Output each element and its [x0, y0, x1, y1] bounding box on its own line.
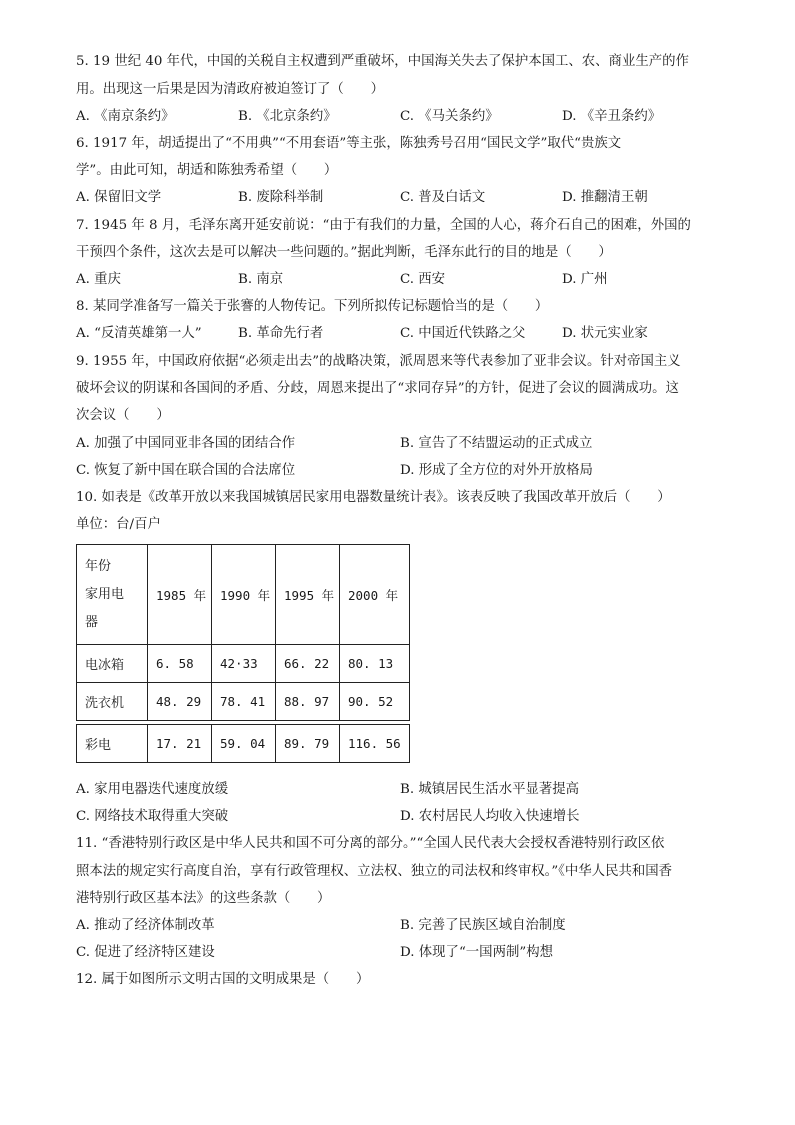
row-label-fridge: 电冰箱: [77, 645, 148, 683]
appliance-table: [76, 544, 410, 763]
header-year-1990: 1990 年: [212, 545, 276, 645]
q12-stem-line1: 12. 属于如图所示文明古国的文明成果是（ ）: [76, 972, 370, 987]
row-label-tv: 彩电: [77, 725, 148, 763]
q10-stem-line1: 10. 如表是《改革开放以来我国城镇居民家用电器数量统计表》。该表反映了我国改革开放后（ ）: [76, 490, 671, 505]
q6-option-c: C. 普及白话文: [400, 190, 486, 205]
q7-option-c: C. 西安: [400, 272, 446, 287]
table-row: [77, 725, 410, 763]
table-cell: 116. 56: [340, 725, 410, 763]
table-row: [77, 645, 410, 683]
table-cell: 78. 41: [212, 683, 276, 721]
q8-option-d: D. 状元实业家: [562, 326, 648, 341]
q5-option-a: A. 《南京条约》: [76, 109, 175, 124]
table-cell: 42·33: [212, 645, 276, 683]
table-cell: 59. 04: [212, 725, 276, 763]
row-label-washer: 洗衣机: [77, 683, 148, 721]
table-cell: 66. 22: [276, 645, 340, 683]
q8-option-b: B. 革命先行者: [238, 326, 324, 341]
table-cell: 17. 21: [148, 725, 212, 763]
table-cell: 89. 79: [276, 725, 340, 763]
q9-option-a: A. 加强了中国同亚非各国的团结合作: [76, 436, 296, 451]
q11-stem-line2: 照本法的规定实行高度自治，享有行政管理权、立法权、独立的司法权和终审权。”《中华人民共和国香: [76, 864, 673, 879]
table-cell: 88. 97: [276, 683, 340, 721]
q6-option-d: D. 推翻清王朝: [562, 190, 648, 205]
table-header-row: [77, 545, 410, 645]
q11-option-b: B. 完善了民族区域自治制度: [400, 918, 566, 933]
q9-option-b: B. 宣告了不结盟运动的正式成立: [400, 436, 593, 451]
q9-option-d: D. 形成了全方位的对外开放格局: [400, 463, 593, 478]
q6-option-b: B. 废除科举制: [238, 190, 324, 205]
q10-option-a: A. 家用电器迭代速度放缓: [76, 782, 229, 797]
q11-option-d: D. 体现了“一国两制”构想: [400, 945, 553, 960]
q8-stem-line1: 8. 某同学准备写一篇关于张謇的人物传记。下列所拟传记标题恰当的是（ ）: [76, 299, 549, 314]
q7-option-b: B. 南京: [238, 272, 284, 287]
q9-stem-line1: 9. 1955 年，中国政府依据“必须走出去”的战略决策，派周恩来等代表参加了亚非会议。针对帝国主义: [76, 354, 681, 369]
q6-stem-line2: 学”。由此可知，胡适和陈独秀希望（ ）: [76, 163, 338, 178]
header-corner-line3: 器: [85, 614, 99, 630]
q11-option-a: A. 推动了经济体制改革: [76, 918, 215, 933]
header-corner-line2: 家用电: [85, 586, 125, 602]
q7-stem-line2: 干预四个条件，这次去是可以解决一些问题的。”据此判断，毛泽东此行的目的地是（ ）: [76, 245, 612, 260]
q6-option-a: A. 保留旧文学: [76, 190, 162, 205]
q5-option-c: C. 《马关条约》: [400, 109, 499, 124]
q8-option-a: A. “反清英雄第一人”: [76, 326, 202, 341]
table-row: [77, 683, 410, 721]
header-corner-line1: 年份: [85, 558, 112, 574]
q5-option-b: B. 《北京条约》: [238, 109, 337, 124]
q9-option-c: C. 恢复了新中国在联合国的合法席位: [76, 463, 296, 478]
q5-stem-line1: 5. 19 世纪 40 年代，中国的关税自主权遭到严重破坏，中国海关失去了保护本国工、农、商业生产的作: [76, 54, 689, 69]
q7-stem-line1: 7. 1945 年 8 月，毛泽东离开延安前说：“由于有我们的力量，全国的人心，蒋介石自己的困难，外国的: [76, 218, 691, 233]
q5-stem-line2: 用。出现这一后果是因为清政府被迫签订了（ ）: [76, 82, 384, 97]
q7-option-a: A. 重庆: [76, 272, 121, 287]
header-corner-cell: [77, 545, 148, 645]
q9-stem-line3: 次会议（ ）: [76, 408, 170, 423]
header-year-2000: 2000 年: [340, 545, 410, 645]
table-cell: 90. 52: [340, 683, 410, 721]
q7-option-d: D. 广州: [562, 272, 608, 287]
header-year-1985: 1985 年: [148, 545, 212, 645]
q6-stem-line1: 6. 1917 年，胡适提出了“不用典”“不用套语”等主张，陈独秀号召用“国民文学”取代“贵族文: [76, 136, 622, 151]
header-year-1995: 1995 年: [276, 545, 340, 645]
q8-option-c: C. 中国近代铁路之父: [400, 326, 526, 341]
q11-stem-line3: 港特别行政区基本法》的这些条款（ ）: [76, 891, 331, 906]
q10-unit-label: 单位：台/百户: [76, 517, 161, 532]
table-cell: 6. 58: [148, 645, 212, 683]
q5-option-d: D. 《辛丑条约》: [562, 109, 662, 124]
table-cell: 48. 29: [148, 683, 212, 721]
q9-stem-line2: 破坏会议的阴谋和各国间的矛盾、分歧，周恩来提出了“求同存异”的方针，促进了会议的圆满成功。这: [76, 381, 679, 396]
table-cell: 80. 13: [340, 645, 410, 683]
q11-stem-line1: 11. “香港特别行政区是中华人民共和国不可分离的部分。”“全国人民代表大会授权香港特别行政区依: [76, 836, 665, 851]
q10-option-b: B. 城镇居民生活水平显著提高: [400, 782, 580, 797]
q10-option-c: C. 网络技术取得重大突破: [76, 809, 229, 824]
q10-option-d: D. 农村居民人均收入快速增长: [400, 809, 580, 824]
q11-option-c: C. 促进了经济特区建设: [76, 945, 215, 960]
